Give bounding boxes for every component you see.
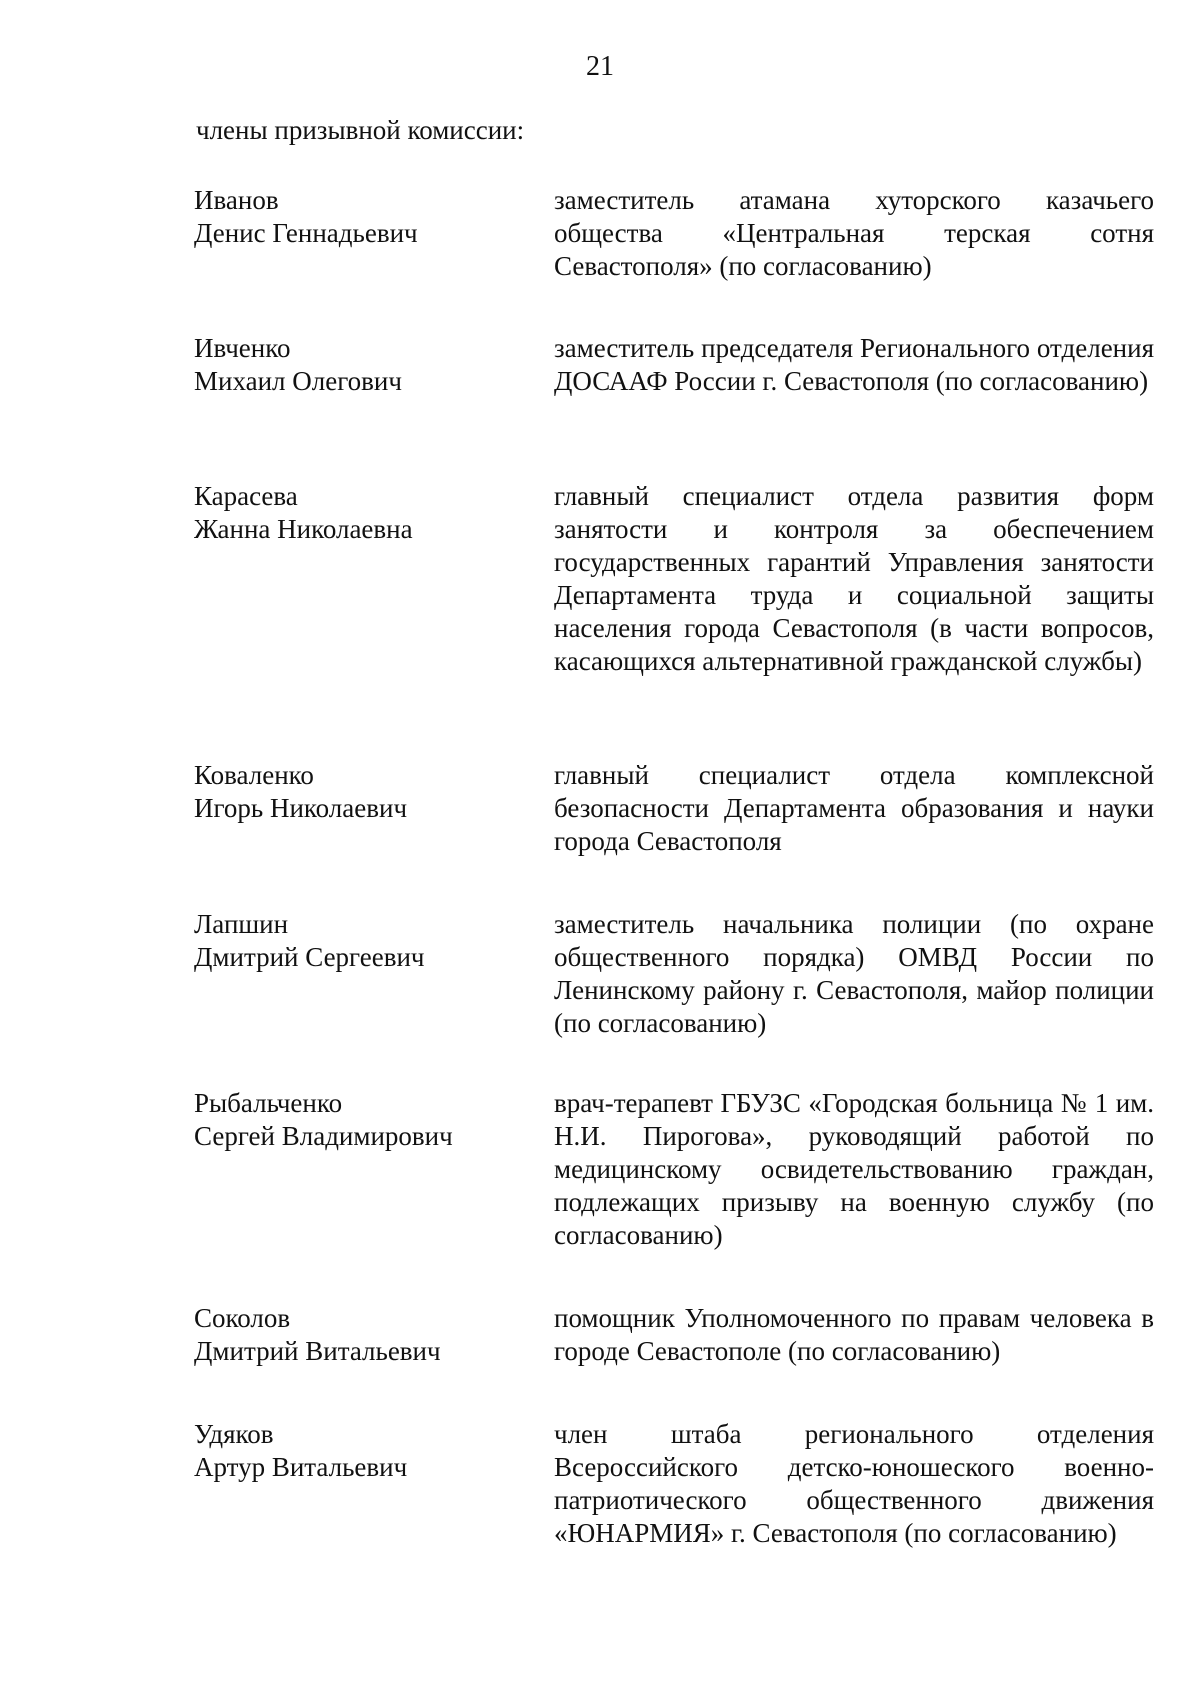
member-surname: Коваленко xyxy=(194,760,314,790)
member-given-names: Жанна Николаевна xyxy=(194,514,413,544)
member-surname: Соколов xyxy=(194,1303,291,1333)
member-surname: Карасева xyxy=(194,481,298,511)
member-position: член штаба регионального отделения Всероссийского детско-юношеского военно-патриотического общественного движения «ЮНАРМИЯ» г. Севастополя (по согласованию) xyxy=(554,1419,1154,1548)
member-position: врач-терапевт ГБУЗС «Городская больница № 1 им. Н.И. Пирогова», руководящий работой по медицинскому освидетельствованию граждан, подлежащих призыву на военную службу (по согласованию) xyxy=(554,1088,1154,1250)
member-name xyxy=(194,1302,534,1368)
member-name xyxy=(194,332,534,398)
member-name xyxy=(194,908,534,974)
member-position: заместитель атамана хуторского казачьего общества «Центральная терская сотня Севастополя» (по согласованию) xyxy=(554,185,1154,281)
member-name xyxy=(194,759,534,825)
member-position: помощник Уполномоченного по правам человека в городе Севастополе (по согласованию) xyxy=(554,1303,1154,1366)
member-given-names: Дмитрий Сергеевич xyxy=(194,942,425,972)
member-given-names: Игорь Николаевич xyxy=(194,793,408,823)
member-given-names: Дмитрий Витальевич xyxy=(194,1336,441,1366)
member-position: главный специалист отдела развития форм занятости и контроля за обеспечением государственных гарантий Управления занятости Департамента труда и социальной защиты населения города Севастополя (в части вопросов, касающихся альтернативной гражданской службы) xyxy=(554,481,1154,676)
member-surname: Удяков xyxy=(194,1419,274,1449)
member-surname: Иванов xyxy=(194,185,279,215)
member-position: заместитель председателя Регионального отделения ДОСААФ России г. Севастополя (по согласованию) xyxy=(554,333,1154,396)
member-name xyxy=(194,480,534,546)
member-given-names: Михаил Олегович xyxy=(194,366,402,396)
member-surname: Рыбальченко xyxy=(194,1088,343,1118)
page-number: 21 xyxy=(586,51,614,82)
member-given-names: Денис Геннадьевич xyxy=(194,218,418,248)
member-name xyxy=(194,1418,534,1484)
member-surname: Лапшин xyxy=(194,909,289,939)
member-surname: Ивченко xyxy=(194,333,291,363)
member-position: главный специалист отдела комплексной безопасности Департамента образования и науки города Севастополя xyxy=(554,760,1154,856)
member-position: заместитель начальника полиции (по охране общественного порядка) ОМВД России по Ленинскому району г. Севастополя, майор полиции (по согласованию) xyxy=(554,909,1154,1038)
member-name xyxy=(194,184,534,250)
section-heading: члены призывной комиссии: xyxy=(196,115,525,145)
member-given-names: Сергей Владимирович xyxy=(194,1121,453,1151)
member-name xyxy=(194,1087,534,1153)
member-given-names: Артур Витальевич xyxy=(194,1452,408,1482)
